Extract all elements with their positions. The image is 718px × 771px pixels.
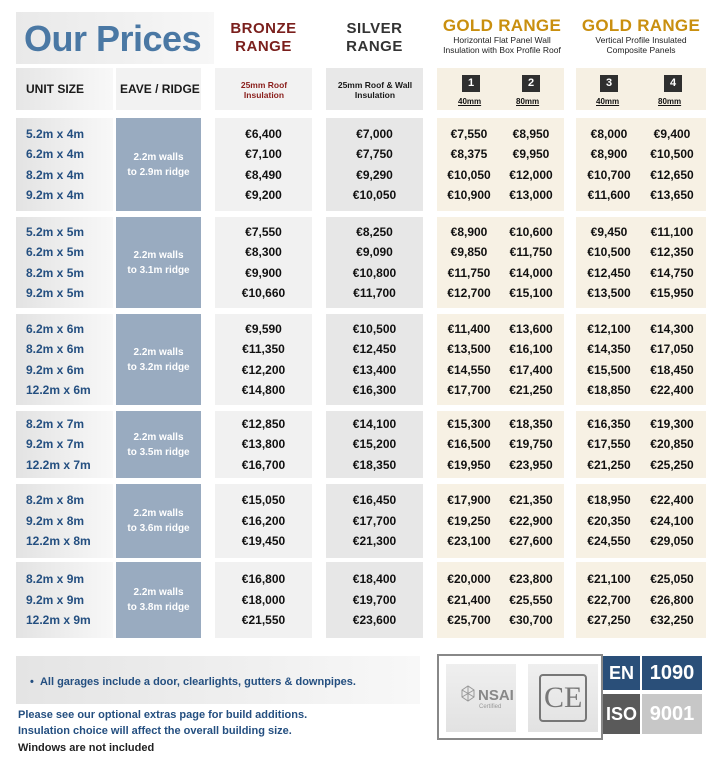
gold-option-4-price: €25,050 [650, 572, 694, 586]
gold-option-1-price: €15,300 [447, 417, 491, 431]
unit-size-cell: 9.2m x 4m [26, 188, 85, 202]
unit-size-cell: 8.2m x 4m [26, 168, 85, 182]
title-box [16, 12, 214, 64]
bronze-price: €7,100 [245, 147, 282, 161]
silver-price: €15,200 [352, 437, 397, 451]
gold-option-1-price: €7,550 [450, 127, 488, 141]
gold-option-4-price: €10,500 [650, 147, 694, 161]
gold-option-3-price: €11,600 [587, 188, 631, 202]
gold-option-3-price: €18,850 [587, 383, 631, 397]
gold-option-4-price: €25,250 [650, 458, 694, 472]
bronze-price: €12,850 [241, 417, 286, 431]
gold-option-4-price: €18,450 [650, 363, 694, 377]
gold-option-3-price: €13,500 [587, 286, 631, 300]
silver-price: €19,700 [352, 593, 397, 607]
gold-option-2-price: €9,950 [512, 147, 550, 161]
gold-option-4-price: €26,800 [650, 593, 694, 607]
gold-option-1-price: €19,250 [447, 514, 491, 528]
bronze-price: €16,800 [241, 572, 286, 586]
bronze-heading-line1: BRONZE [230, 20, 297, 37]
silver-price: €10,800 [352, 266, 397, 280]
silver-price: €8,250 [356, 225, 393, 239]
gold1-heading-line2: Horizontal Flat Panel Wall [453, 35, 551, 45]
gold-option-2-price: €25,550 [509, 593, 553, 607]
note-line-1: Please see our optional extras page for build additions. [18, 709, 308, 721]
silver-price: €9,090 [356, 245, 393, 259]
gold-option-2-price: €14,000 [509, 266, 553, 280]
silver-price: €9,290 [356, 168, 393, 182]
bronze-price: €6,400 [245, 127, 282, 141]
unit-size-cell: 12.2m x 7m [26, 458, 91, 472]
gold-option-3-price: €16,350 [587, 417, 631, 431]
silver-heading-line2: RANGE [346, 38, 403, 55]
unit-size-cell: 8.2m x 6m [26, 342, 85, 356]
gold-option-2-price: €10,600 [509, 225, 553, 239]
gold-option-3-price: €12,100 [587, 322, 631, 336]
silver-price: €11,700 [353, 286, 396, 300]
iso-label: ISO [603, 694, 640, 734]
unit-size-cell: 12.2m x 8m [26, 534, 91, 548]
bronze-price: €12,200 [241, 363, 286, 377]
gold-option-1-price: €23,100 [447, 534, 491, 548]
gold-option-3-price: €24,550 [587, 534, 631, 548]
eave-line-2: to 3.2m ridge [127, 361, 190, 373]
bronze-price: €9,200 [245, 188, 282, 202]
gold-option-2-price: €12,000 [509, 168, 553, 182]
gold-option-4-price: €32,250 [650, 613, 694, 627]
gold-option-2-price: €18,350 [509, 417, 553, 431]
eave-line-1: 2.2m walls [133, 508, 184, 519]
gold-option-2-price: €23,800 [509, 572, 553, 586]
gold-option-1-price: €9,850 [450, 245, 488, 259]
eave-line-1: 2.2m walls [133, 151, 184, 163]
gold-option-3-price: €14,350 [587, 342, 631, 356]
unit-size-cell: 6.2m x 6m [26, 322, 85, 336]
gold2-heading-line1: GOLD RANGE [581, 16, 701, 35]
eave-ridge-cell [116, 585, 201, 615]
unit-size-cell: 9.2m x 6m [26, 363, 85, 377]
gold-option-1-price: €11,400 [447, 322, 491, 336]
silver-price: €23,600 [352, 613, 397, 627]
eave-line-2: to 3.8m ridge [127, 602, 190, 613]
note-line-2: Insulation choice will affect the overall building size. [18, 725, 292, 737]
gold-option-1-price: €19,950 [447, 458, 491, 472]
gold-option-1-price: €8,375 [450, 147, 488, 161]
silver-price: €21,300 [352, 534, 397, 548]
option-1-badge: 1 [462, 75, 480, 92]
gold-option-1-price: €10,050 [447, 168, 491, 182]
gold-option-3-price: €22,700 [587, 593, 631, 607]
silver-price: €7,000 [356, 127, 393, 141]
unit-size-cell: 8.2m x 9m [26, 572, 85, 586]
nsai-logo [446, 664, 516, 732]
gold1-heading-line3: Insulation with Box Profile Roof [443, 45, 561, 55]
gold-range-heading-2 [574, 17, 708, 55]
gold-option-2-price: €17,400 [509, 363, 553, 377]
gold1-heading-line1: GOLD RANGE [442, 16, 562, 35]
silver-heading-line1: SILVER [346, 20, 403, 37]
gold-option-2-price: €15,100 [509, 286, 553, 300]
bronze-price: €16,200 [241, 514, 286, 528]
unit-size-cell: 6.2m x 5m [26, 245, 85, 259]
gold-option-4-price: €15,950 [650, 286, 694, 300]
gold-option-2-price: €21,250 [509, 383, 553, 397]
gold-option-4-price: €12,650 [650, 168, 694, 182]
unit-size-cell: 8.2m x 7m [26, 417, 85, 431]
unit-size-cell: 9.2m x 5m [26, 286, 85, 300]
bronze-insulation-label: 25mm Roof Insulation [240, 80, 288, 100]
gold-option-4-price: €20,850 [650, 437, 694, 451]
gold-option-2-price: €13,600 [509, 322, 553, 336]
gold-option-1-price: €11,750 [447, 266, 491, 280]
silver-price: €18,350 [352, 458, 397, 472]
gold-option-4-price: €17,050 [650, 342, 694, 356]
unit-size-cell: 9.2m x 7m [26, 437, 85, 451]
gold-option-3-price: €10,700 [587, 168, 631, 182]
nsai-subtext: Certified [479, 704, 502, 710]
note-line-3: Windows are not included [18, 742, 155, 754]
eave-line-2: to 3.5m ridge [127, 446, 190, 458]
unit-size-header: UNIT SIZE [26, 82, 85, 96]
gold-option-1-price: €10,900 [447, 188, 491, 202]
unit-size-cell: 8.2m x 5m [26, 266, 85, 280]
gold2-heading-line2: Vertical Profile Insulated [595, 35, 687, 45]
bronze-price: €14,800 [241, 383, 286, 397]
option-2-mm: 80mm [516, 97, 540, 106]
unit-size-cell: 8.2m x 8m [26, 493, 85, 507]
unit-size-cell: 5.2m x 4m [26, 127, 85, 141]
gold-option-2-price: €30,700 [509, 613, 553, 627]
note-bullet: • All garages include a door, clearlights, gutters & downpipes. [30, 676, 356, 688]
gold-option-2-price: €11,750 [509, 245, 553, 259]
silver-price: €14,100 [352, 417, 397, 431]
bronze-price: €8,300 [245, 245, 282, 259]
gold-option-1-price: €8,900 [450, 225, 488, 239]
gold-option-4-price: €14,300 [650, 322, 694, 336]
gold-option-3-price: €21,250 [587, 458, 631, 472]
eave-ridge-cell [116, 345, 201, 375]
eave-ridge-header: EAVE / RIDGE [120, 82, 200, 96]
gold-option-3-price: €12,450 [587, 266, 631, 280]
gold-option-3-price: €15,500 [587, 363, 631, 377]
gold-option-4-price: €29,050 [650, 534, 694, 548]
eave-line-2: to 3.6m ridge [127, 523, 190, 534]
gold2-heading-line3: Composite Panels [606, 45, 676, 55]
option-2-badge: 2 [522, 75, 540, 92]
option-3-badge: 3 [600, 75, 618, 92]
option-3-mm: 40mm [596, 97, 620, 106]
gold-option-2-price: €21,350 [509, 493, 553, 507]
option-1-mm: 40mm [458, 97, 482, 106]
gold-option-1-price: €17,700 [447, 383, 491, 397]
eave-ridge-cell [116, 506, 201, 536]
silver-range-heading [326, 20, 423, 56]
silver-price: €12,450 [352, 342, 397, 356]
gold-option-4-price: €22,400 [650, 493, 694, 507]
gold-range-heading-1 [432, 17, 572, 55]
gold-option-2-price: €16,100 [509, 342, 553, 356]
header-cell-gold1 [437, 68, 564, 110]
silver-price: €16,450 [352, 493, 397, 507]
gold-option-1-price: €20,000 [447, 572, 491, 586]
bronze-price: €13,800 [241, 437, 286, 451]
eave-line-1: 2.2m walls [133, 346, 184, 358]
eave-ridge-cell [116, 248, 201, 278]
gold-option-4-price: €12,350 [650, 245, 694, 259]
silver-price: €10,050 [352, 188, 397, 202]
iso-number: 9001 [642, 694, 702, 734]
nsai-text: NSAI [478, 687, 514, 704]
page-title: Our Prices [24, 18, 202, 59]
gold-option-3-price: €8,000 [590, 127, 628, 141]
bronze-price: €10,660 [241, 286, 286, 300]
silver-price: €18,400 [352, 572, 397, 586]
gold-option-4-price: €9,400 [653, 127, 691, 141]
silver-insulation-label: 25mm Roof & Wall Insulation [337, 80, 413, 100]
gold-option-3-price: €27,250 [587, 613, 631, 627]
bronze-price: €21,550 [241, 613, 286, 627]
en-number: 1090 [642, 656, 702, 690]
gold-option-3-price: €18,950 [587, 493, 631, 507]
bronze-price: €7,550 [245, 225, 282, 239]
ce-text: CE [544, 681, 583, 714]
gold-option-2-price: €27,600 [509, 534, 553, 548]
eave-line-2: to 3.1m ridge [127, 264, 190, 276]
eave-line-1: 2.2m walls [133, 249, 184, 261]
en-label: EN [603, 656, 640, 690]
gold-option-4-price: €24,100 [650, 514, 694, 528]
silver-price: €10,500 [352, 322, 397, 336]
bronze-price: €19,450 [241, 534, 286, 548]
gold-option-4-price: €22,400 [650, 383, 694, 397]
bronze-price: €8,490 [245, 168, 282, 182]
bronze-price: €11,350 [242, 342, 285, 356]
silver-price: €13,400 [352, 363, 397, 377]
silver-price: €16,300 [352, 383, 397, 397]
bronze-price: €18,000 [241, 593, 286, 607]
gold-option-2-price: €8,950 [512, 127, 550, 141]
gold-option-1-price: €12,700 [447, 286, 491, 300]
gold-option-2-price: €19,750 [509, 437, 553, 451]
gold-option-4-price: €11,100 [650, 225, 694, 239]
option-4-mm: 80mm [658, 97, 682, 106]
gold-option-1-price: €17,900 [447, 493, 491, 507]
bronze-price: €9,900 [245, 266, 282, 280]
eave-line-1: 2.2m walls [133, 587, 184, 598]
option-4-badge: 4 [664, 75, 682, 92]
bronze-heading-line2: RANGE [235, 38, 292, 55]
ce-mark [528, 664, 598, 732]
eave-line-1: 2.2m walls [133, 431, 184, 443]
bronze-price: €9,590 [245, 322, 282, 336]
eave-ridge-cell [116, 430, 201, 460]
unit-size-cell: 6.2m x 4m [26, 147, 85, 161]
unit-size-cell: 5.2m x 5m [26, 225, 85, 239]
eave-ridge-cell [116, 150, 201, 180]
unit-size-cell: 9.2m x 9m [26, 593, 85, 607]
gold-option-4-price: €14,750 [650, 266, 694, 280]
silver-price: €7,750 [356, 147, 393, 161]
gold-option-2-price: €23,950 [509, 458, 553, 472]
gold-option-1-price: €16,500 [447, 437, 491, 451]
gold-option-1-price: €13,500 [447, 342, 491, 356]
gold-option-2-price: €22,900 [509, 514, 553, 528]
gold-option-2-price: €13,000 [509, 188, 553, 202]
eave-line-2: to 2.9m ridge [127, 166, 190, 178]
gold-option-3-price: €20,350 [587, 514, 631, 528]
bronze-price: €15,050 [241, 493, 286, 507]
gold-option-1-price: €14,550 [447, 363, 491, 377]
silver-price: €17,700 [352, 514, 397, 528]
gold-option-4-price: €19,300 [650, 417, 694, 431]
unit-size-cell: 12.2m x 9m [26, 613, 91, 627]
gold-option-4-price: €13,650 [650, 188, 694, 202]
gold-option-1-price: €21,400 [447, 593, 491, 607]
unit-size-cell: 9.2m x 8m [26, 514, 85, 528]
unit-size-cell: 12.2m x 6m [26, 383, 91, 397]
bronze-price: €16,700 [241, 458, 286, 472]
bronze-range-heading [215, 20, 312, 56]
gold-option-3-price: €9,450 [590, 225, 628, 239]
gold-option-3-price: €8,900 [590, 147, 628, 161]
note-bullet-text: All garages include a door, clearlights, gutters & downpipes. [39, 676, 356, 688]
gold-option-3-price: €10,500 [587, 245, 631, 259]
gold-option-3-price: €17,550 [587, 437, 631, 451]
gold-option-3-price: €21,100 [587, 572, 631, 586]
gold-option-1-price: €25,700 [447, 613, 491, 627]
